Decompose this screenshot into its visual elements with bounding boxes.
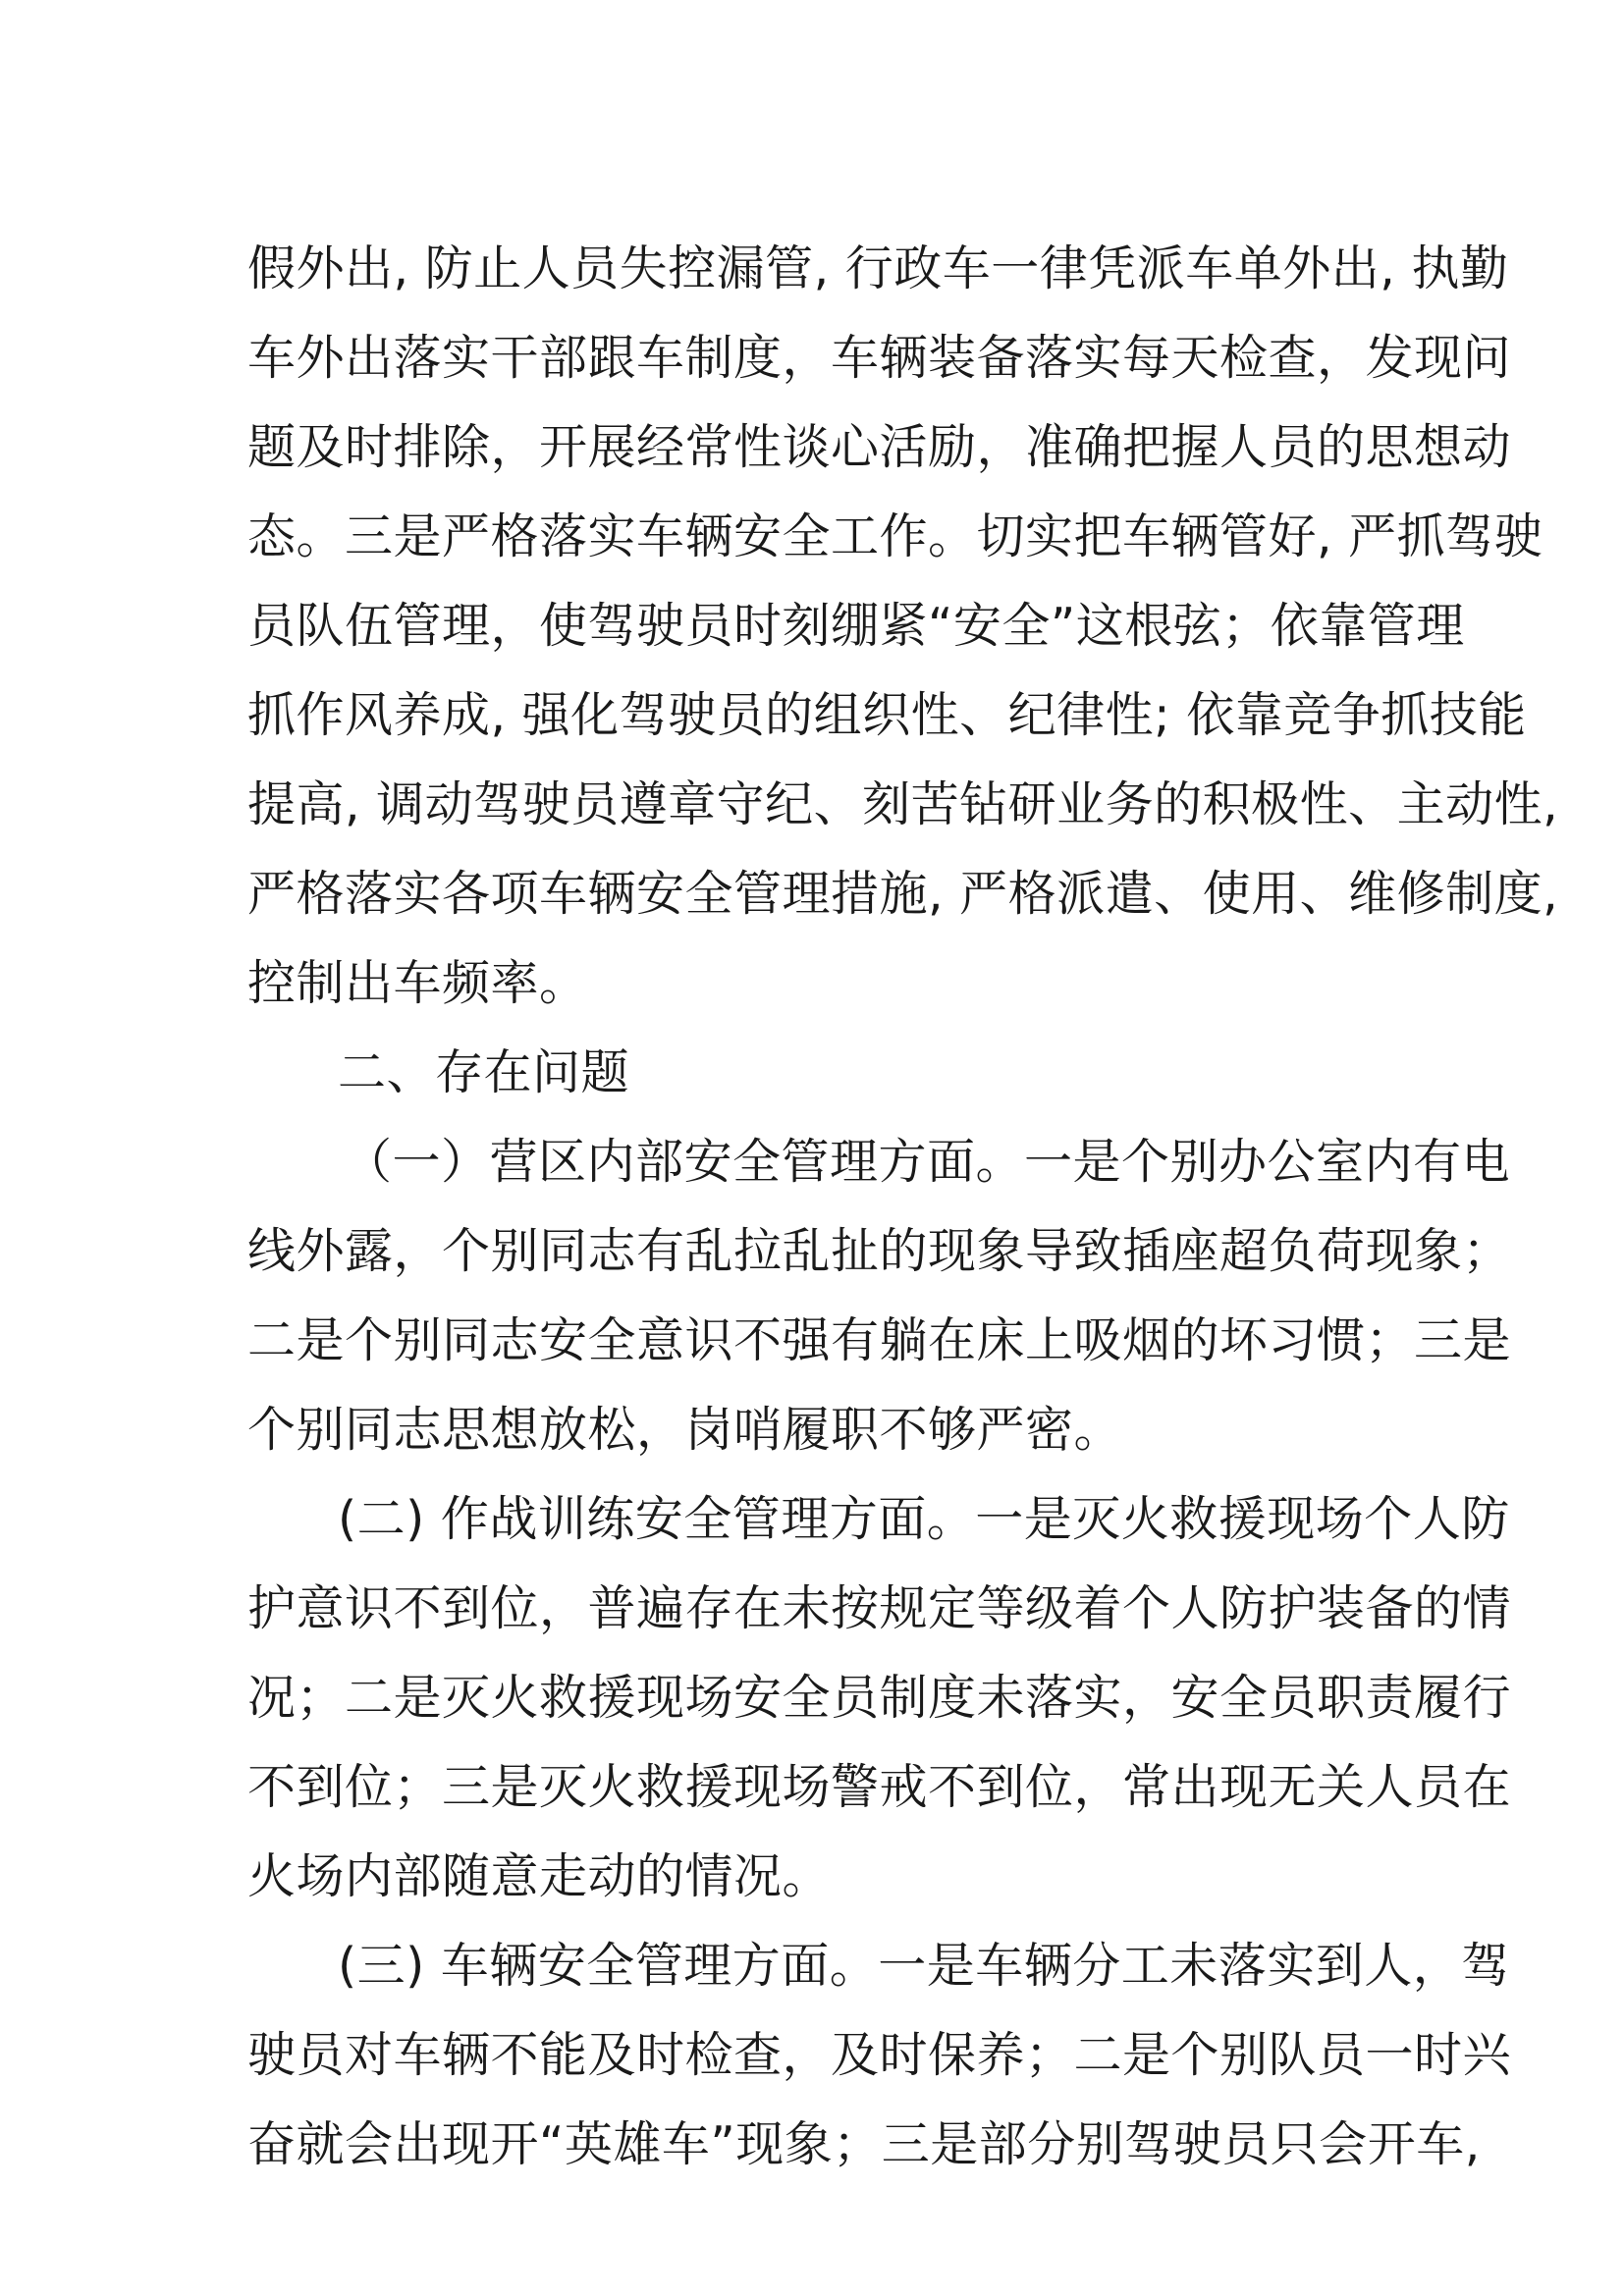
subsection-heading-line: （一）营区内部安全管理方面。一是个别办公室内有电: [344, 1134, 1511, 1190]
text-line: 奋就会出现开“英雄车”现象；三是部分别驾驶员只会开车,: [247, 2116, 1481, 2172]
text-line: 车外出落实干部跟车制度，车辆装备落实每天检查，发现问: [247, 330, 1512, 386]
text-line: 员队伍管理，使驾驶员时刻绷紧“安全”这根弦；依靠管理: [247, 598, 1465, 654]
text-line: 控制出车频率。: [247, 955, 588, 1011]
text-line: 火场内部随意走动的情况。: [247, 1848, 832, 1904]
section-heading: 二、存在问题: [338, 1044, 630, 1100]
text-line: 态。三是严格落实车辆安全工作。切实把车辆管好, 严抓驾驶: [247, 508, 1543, 564]
subsection-heading-line: (二) 作战训练安全管理方面。一是灭火救援现场个人防: [338, 1491, 1510, 1547]
text-line: 二是个别同志安全意识不强有躺在床上吸烟的坏习惯；三是: [247, 1312, 1512, 1368]
document-body: [247, 224, 1559, 2189]
text-line: 况；二是灭火救援现场安全员制度未落实，安全员职责履行: [247, 1670, 1512, 1726]
text-line: 假外出, 防止人员失控漏管, 行政车一律凭派车单外出, 执勤: [247, 240, 1509, 296]
text-line: 抓作风养成, 强化驾驶员的组织性、纪律性; 依靠竞争抓技能: [247, 687, 1527, 743]
subsection-heading-line: (三) 车辆安全管理方面。一是车辆分工未落实到人，驾: [338, 1938, 1510, 1994]
text-line: 提高, 调动驾驶员遵章守纪、刻苦钻研业务的积极性、主动性,: [247, 776, 1559, 832]
text-line: 个别同志思想放松，岗哨履职不够严密。: [247, 1402, 1123, 1458]
text-line: 不到位；三是灭火救援现场警戒不到位，常出现无关人员在: [247, 1759, 1512, 1815]
text-line: 护意识不到位，普遍存在未按规定等级着个人防护装备的情: [247, 1580, 1512, 1636]
text-line: 驶员对车辆不能及时检查，及时保养；二是个别队员一时兴: [247, 2027, 1512, 2083]
text-line: 严格落实各项车辆安全管理措施, 严格派遣、使用、维修制度,: [247, 866, 1559, 922]
text-line: 线外露，个别同志有乱拉乱扯的现象导致插座超负荷现象；: [247, 1223, 1512, 1279]
text-line: 题及时排除，开展经常性谈心活励，准确把握人员的思想动: [247, 419, 1512, 475]
